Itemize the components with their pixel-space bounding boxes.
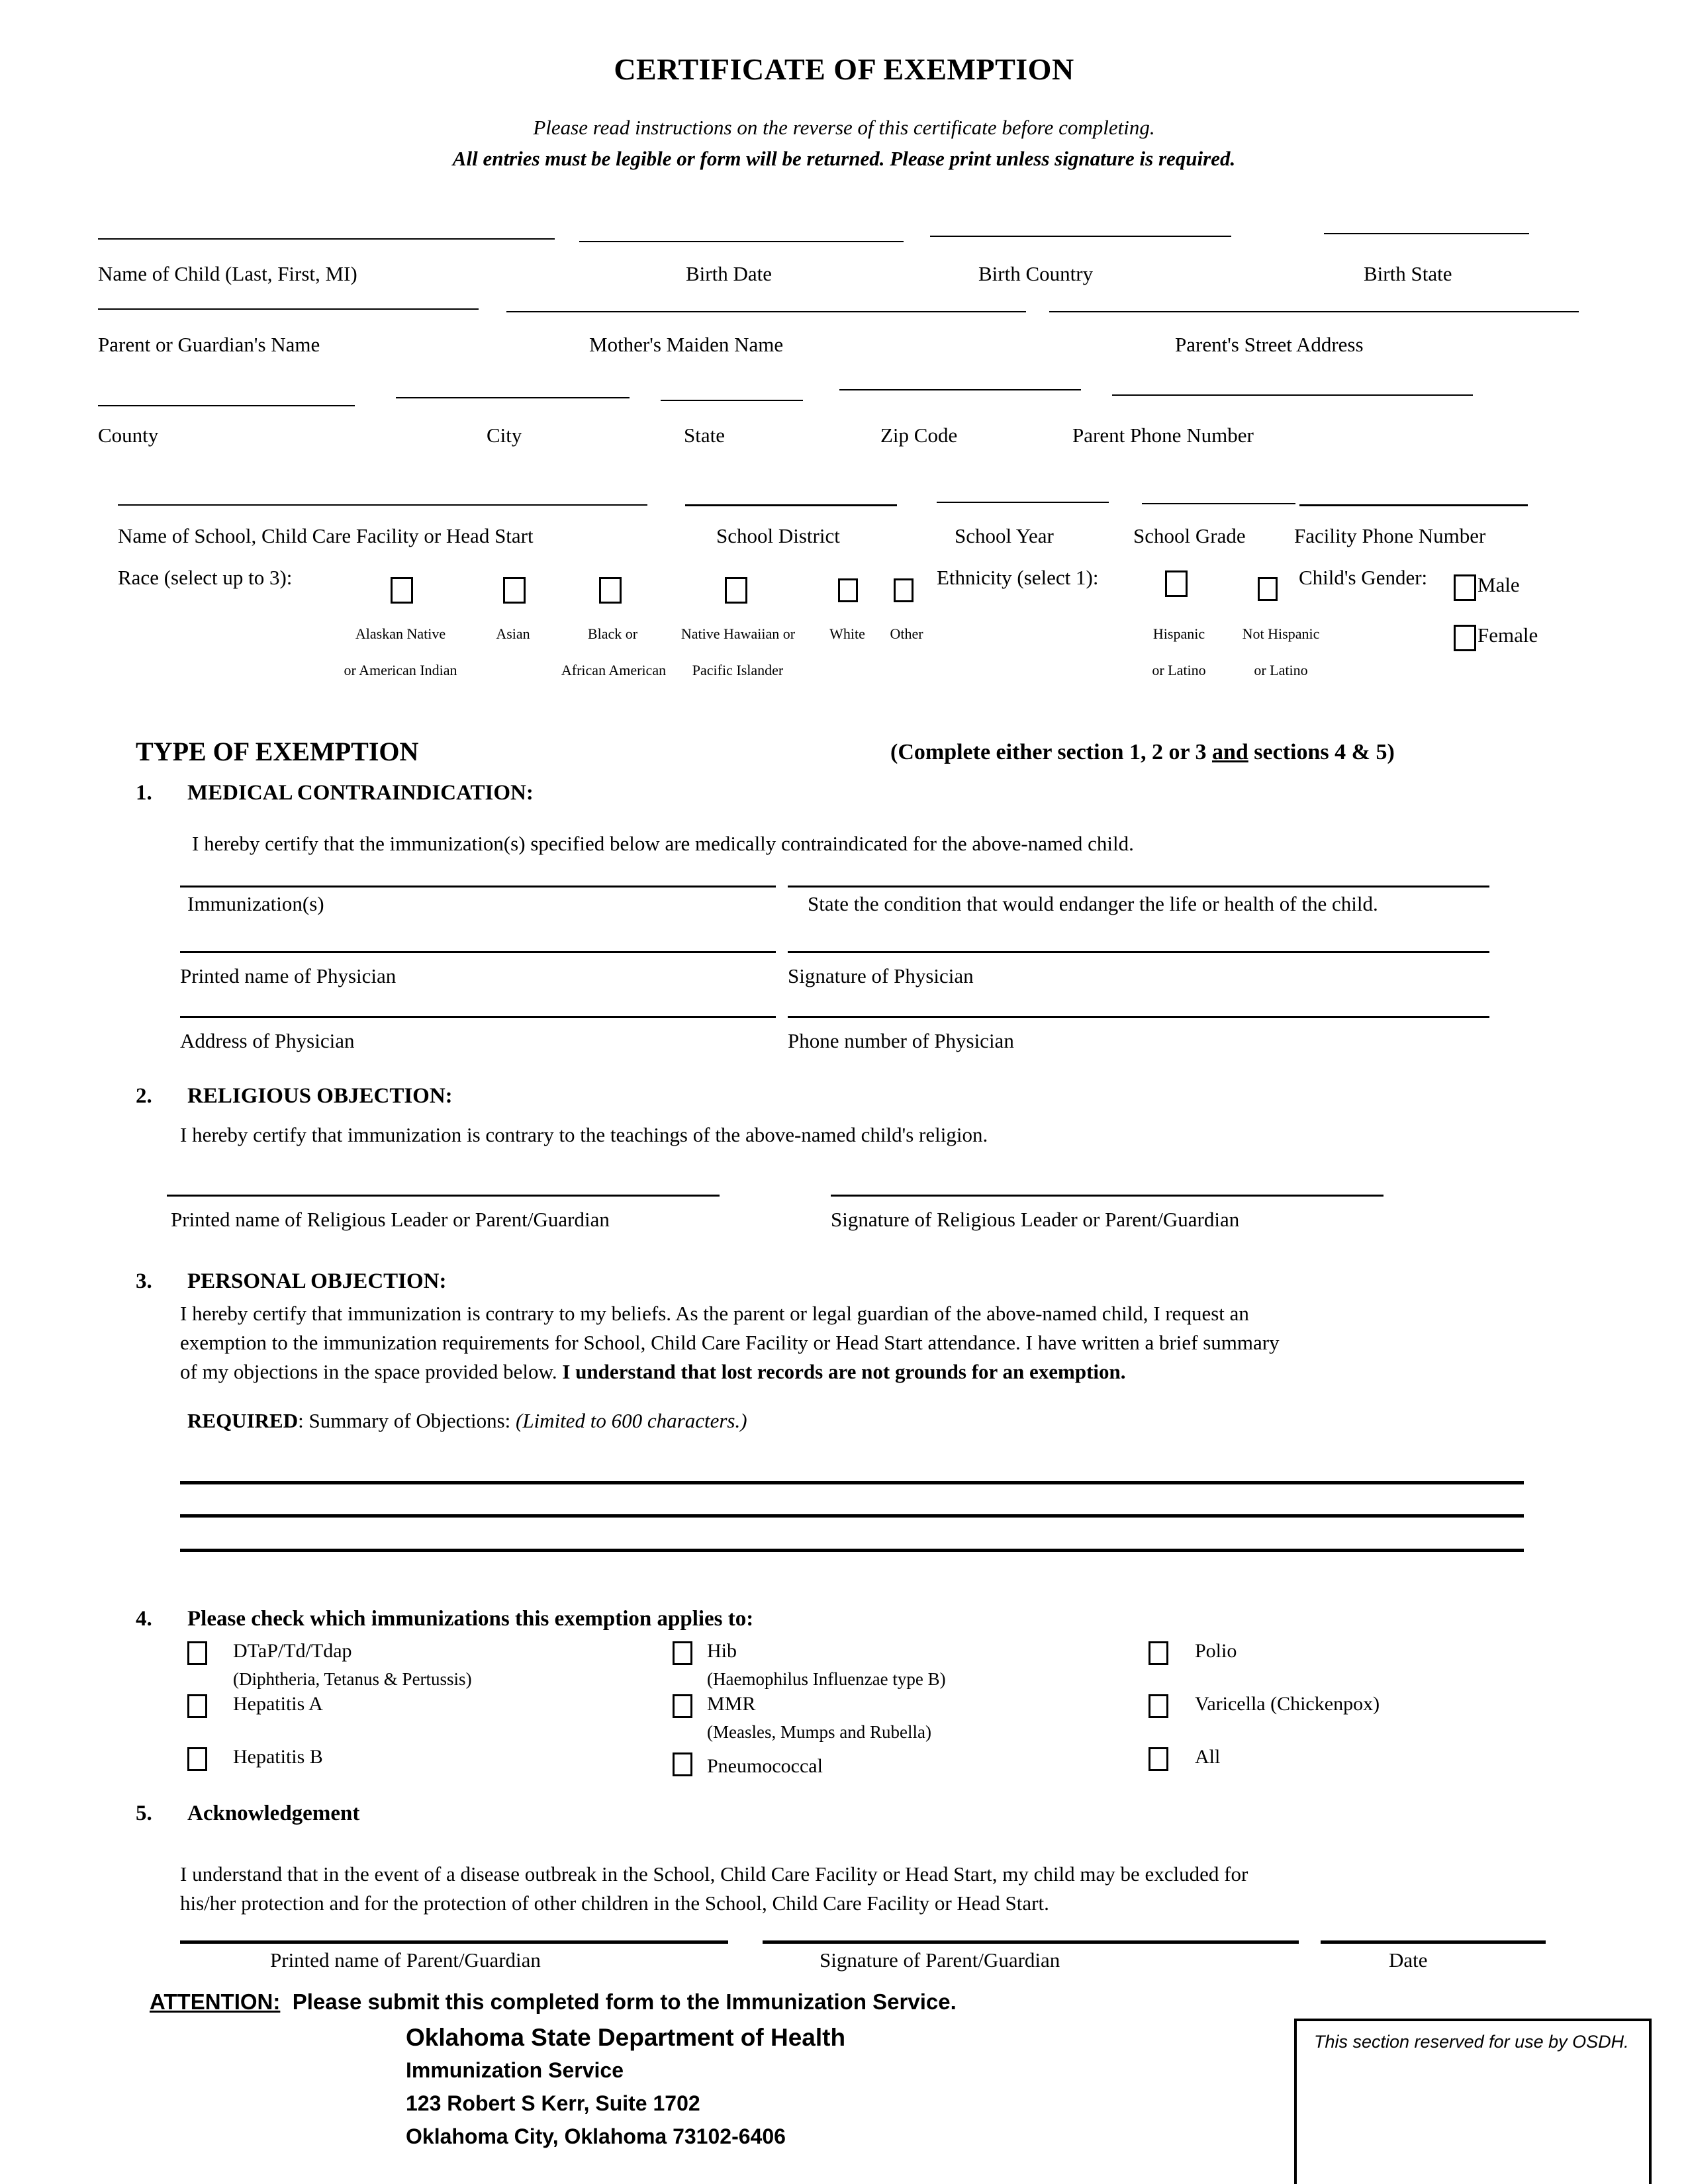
school-year-label: School Year <box>955 524 1054 547</box>
immunizations-label: Immunization(s) <box>187 892 324 915</box>
section-3-paragraph-line-1: I hereby certify that immunization is contrary to my beliefs. As the parent or legal guardian of the above-named child, I request an <box>180 1302 1249 1325</box>
date-input-line[interactable] <box>1321 1940 1546 1944</box>
ethnicity-option-label-hispanic-line2: or Latino <box>1152 662 1206 678</box>
race-option-label-black-line2: African American <box>561 662 667 678</box>
immunization-checkbox-dtap-td-tdap[interactable] <box>187 1641 207 1665</box>
physician-signature-input-line[interactable] <box>788 951 1489 953</box>
physician-printed-name-label: Printed name of Physician <box>180 964 397 987</box>
instructions-line-2: All entries must be legible or form will be returned. Please print unless signature is required. <box>452 147 1236 170</box>
immunization-checkbox-varicella[interactable] <box>1149 1694 1168 1718</box>
school-district-label: School District <box>716 524 840 547</box>
condition-label: State the condition that would endanger the life or health of the child. <box>808 892 1378 915</box>
immunization-sub-mmr: (Measles, Mumps and Rubella) <box>707 1722 931 1742</box>
attention-text: Please submit this completed form to the Immunization Service. <box>292 1989 957 2014</box>
mothers-maiden-name-label: Mother's Maiden Name <box>589 333 784 356</box>
parent-printed-name-input-line[interactable] <box>180 1940 728 1944</box>
immunization-label-polio: Polio <box>1195 1640 1237 1662</box>
parent-street-address-input-line[interactable] <box>1049 311 1579 312</box>
section-1-statement: I hereby certify that the immunization(s) specified below are medically contraindicated for the above-named child. <box>192 832 1134 855</box>
facility-phone-number-input-line[interactable] <box>1299 504 1528 506</box>
section-3-paragraph-line-3 <box>180 1357 1126 1387</box>
gender-label: Child's Gender: <box>1299 566 1428 589</box>
osdh-reserved-note: This section reserved for use by OSDH. <box>1314 2032 1629 2052</box>
race-option-label-black-line1: Black or <box>587 625 638 642</box>
race-label: Race (select up to 3): <box>118 566 293 589</box>
condition-input-line[interactable] <box>788 886 1489 887</box>
immunization-checkbox-all[interactable] <box>1149 1747 1168 1771</box>
section-5-paragraph-line-2: his/her protection and for the protection of other children in the School, Child Care Facility or Head Start. <box>180 1891 1049 1915</box>
county-input-line[interactable] <box>98 405 355 406</box>
section-3-lost-records-emphasis: I understand that lost records are not grounds for an exemption. <box>562 1360 1126 1383</box>
immunization-label-hepatitis-b: Hepatitis B <box>233 1746 323 1768</box>
physician-signature-label: Signature of Physician <box>788 964 974 987</box>
school-district-input-line[interactable] <box>685 504 897 506</box>
immunization-checkbox-hepatitis-b[interactable] <box>187 1747 207 1771</box>
parent-street-address-label: Parent's Street Address <box>1175 333 1364 356</box>
ethnicity-option-label-not-hispanic-line2: or Latino <box>1254 662 1308 678</box>
immunization-label-all: All <box>1195 1746 1221 1768</box>
race-option-label-alaskan-native-line2: or American Indian <box>344 662 457 678</box>
state-label: State <box>684 424 725 447</box>
section-1-title: MEDICAL CONTRAINDICATION: <box>187 781 534 805</box>
race-checkbox-native-hawaiian-or-pacific-islander[interactable] <box>725 577 747 604</box>
immunization-label-dtap-td-tdap: DTaP/Td/Tdap <box>233 1640 352 1662</box>
religious-leader-signature-label: Signature of Religious Leader or Parent/Guardian <box>831 1208 1240 1231</box>
parent-printed-name-label: Printed name of Parent/Guardian <box>270 1948 541 1972</box>
required-label: REQUIRED <box>187 1409 299 1432</box>
parent-phone-number-label: Parent Phone Number <box>1072 424 1254 447</box>
birth-state-input-line[interactable] <box>1324 233 1529 234</box>
section-2-number: 2. <box>136 1084 152 1108</box>
agency-division: Immunization Service <box>406 2058 624 2082</box>
race-checkbox-white[interactable] <box>838 578 858 602</box>
immunization-checkbox-hib[interactable] <box>673 1641 692 1665</box>
physician-printed-name-input-line[interactable] <box>180 951 776 953</box>
summary-of-objections-line-1[interactable] <box>180 1481 1524 1484</box>
exemption-instruction <box>890 740 1395 765</box>
school-name-label: Name of School, Child Care Facility or Head Start <box>118 524 534 547</box>
parent-guardian-name-input-line[interactable] <box>98 308 479 310</box>
school-grade-input-line[interactable] <box>1142 503 1295 504</box>
required-character-limit: (Limited to 600 characters.) <box>516 1409 747 1432</box>
page-title: CERTIFICATE OF EXEMPTION <box>614 52 1074 86</box>
ethnicity-checkbox-hispanic-or-latino[interactable] <box>1165 570 1188 597</box>
exemption-instruction-part-a: (Complete either section 1, 2 or 3 <box>890 740 1212 764</box>
child-name-input-line[interactable] <box>98 238 555 240</box>
section-5-title: Acknowledgement <box>187 1801 360 1825</box>
state-input-line[interactable] <box>661 400 803 401</box>
race-option-label-other: Other <box>890 625 923 642</box>
race-option-label-hawaiian-line2: Pacific Islander <box>692 662 784 678</box>
summary-of-objections-line-2[interactable] <box>180 1514 1524 1518</box>
ethnicity-checkbox-not-hispanic-or-latino[interactable] <box>1258 577 1278 601</box>
section-3-paragraph-line-3-plain: of my objections in the space provided below. <box>180 1360 563 1383</box>
ethnicity-label: Ethnicity (select 1): <box>937 566 1099 589</box>
child-name-label: Name of Child (Last, First, MI) <box>98 262 357 285</box>
immunization-label-varicella: Varicella (Chickenpox) <box>1195 1693 1380 1715</box>
section-1-number: 1. <box>136 781 152 805</box>
race-checkbox-other[interactable] <box>894 578 914 602</box>
exemption-instruction-part-c: sections 4 & 5) <box>1248 740 1395 764</box>
parent-signature-input-line[interactable] <box>763 1940 1299 1944</box>
zip-code-label: Zip Code <box>880 424 958 447</box>
birth-date-label: Birth Date <box>686 262 772 285</box>
immunization-checkbox-polio[interactable] <box>1149 1641 1168 1665</box>
immunization-label-hib: Hib <box>707 1640 737 1662</box>
section-2-statement: I hereby certify that immunization is contrary to the teachings of the above-named child's religion. <box>180 1123 988 1146</box>
zip-code-input-line[interactable] <box>839 389 1081 390</box>
ethnicity-option-label-not-hispanic-line1: Not Hispanic <box>1242 625 1320 642</box>
immunization-label-hepatitis-a: Hepatitis A <box>233 1693 323 1715</box>
agency-name: Oklahoma State Department of Health <box>406 2024 846 2051</box>
race-option-label-white: White <box>829 625 865 642</box>
section-5-number: 5. <box>136 1801 152 1825</box>
race-option-label-alaskan-native-line1: Alaskan Native <box>355 625 446 642</box>
instructions-line-1: Please read instructions on the reverse of this certificate before completing. <box>533 116 1155 139</box>
school-grade-label: School Grade <box>1133 524 1246 547</box>
gender-checkbox-female[interactable] <box>1454 625 1476 651</box>
parent-signature-label: Signature of Parent/Guardian <box>820 1948 1060 1972</box>
section-2-title: RELIGIOUS OBJECTION: <box>187 1084 453 1108</box>
gender-checkbox-male[interactable] <box>1454 574 1476 601</box>
immunization-checkbox-pneumococcal[interactable] <box>673 1752 692 1776</box>
city-input-line[interactable] <box>396 397 630 398</box>
immunization-checkbox-mmr[interactable] <box>673 1694 692 1718</box>
required-rest: : Summary of Objections: <box>298 1409 516 1432</box>
religious-leader-printed-name-input-line[interactable] <box>167 1195 720 1197</box>
attention-label: ATTENTION: <box>150 1989 281 2014</box>
race-checkbox-black-or-african-american[interactable] <box>599 577 622 604</box>
physician-address-label: Address of Physician <box>180 1029 355 1052</box>
required-summary-line <box>187 1406 747 1435</box>
birth-country-input-line[interactable] <box>930 236 1231 237</box>
date-label: Date <box>1389 1948 1428 1972</box>
attention-notice <box>150 1989 957 2015</box>
city-label: City <box>487 424 522 447</box>
physician-phone-input-line[interactable] <box>788 1016 1489 1018</box>
section-3-number: 3. <box>136 1269 152 1293</box>
immunization-sub-hib: (Haemophilus Influenzae type B) <box>707 1669 946 1689</box>
section-5-paragraph-line-1: I understand that in the event of a disease outbreak in the School, Child Care Facility or Head Start, my child may be excluded for <box>180 1862 1248 1886</box>
section-4-title: Please check which immunizations this exemption applies to: <box>187 1607 754 1631</box>
race-option-label-asian: Asian <box>496 625 530 642</box>
ethnicity-option-label-hispanic-line1: Hispanic <box>1152 625 1205 642</box>
birth-country-label: Birth Country <box>978 262 1094 285</box>
birth-state-label: Birth State <box>1364 262 1452 285</box>
gender-option-label-male: Male <box>1477 573 1520 596</box>
physician-phone-label: Phone number of Physician <box>788 1029 1014 1052</box>
immunization-checkbox-hepatitis-a[interactable] <box>187 1694 207 1718</box>
immunizations-input-line[interactable] <box>180 886 776 887</box>
parent-phone-number-input-line[interactable] <box>1112 394 1473 396</box>
facility-phone-number-label: Facility Phone Number <box>1294 524 1486 547</box>
section-4-number: 4. <box>136 1607 152 1631</box>
gender-option-label-female: Female <box>1477 623 1538 647</box>
summary-of-objections-line-3[interactable] <box>180 1549 1524 1552</box>
religious-leader-printed-name-label: Printed name of Religious Leader or Parent/Guardian <box>171 1208 610 1231</box>
birth-date-input-line[interactable] <box>579 241 904 242</box>
race-option-label-hawaiian-line1: Native Hawaiian or <box>680 625 796 642</box>
school-name-input-line[interactable] <box>118 504 647 506</box>
county-label: County <box>98 424 159 447</box>
section-3-paragraph-line-2: exemption to the immunization requirements for School, Child Care Facility or Head Start attendance. I have written a brief summary <box>180 1331 1280 1354</box>
immunization-label-mmr: MMR <box>707 1693 756 1715</box>
mothers-maiden-name-input-line[interactable] <box>506 311 1026 312</box>
immunization-sub-dtap-td-tdap: (Diphtheria, Tetanus & Pertussis) <box>233 1669 472 1689</box>
agency-city-state-zip: Oklahoma City, Oklahoma 73102-6406 <box>406 2124 786 2148</box>
race-checkbox-alaskan-native[interactable] <box>391 577 413 604</box>
religious-leader-signature-input-line[interactable] <box>831 1195 1383 1197</box>
parent-guardian-name-label: Parent or Guardian's Name <box>98 333 320 356</box>
agency-street: 123 Robert S Kerr, Suite 1702 <box>406 2091 700 2115</box>
type-of-exemption-heading: TYPE OF EXEMPTION <box>136 737 419 766</box>
section-3-title: PERSONAL OBJECTION: <box>187 1269 447 1293</box>
immunization-label-pneumococcal: Pneumococcal <box>707 1755 823 1777</box>
race-checkbox-asian[interactable] <box>503 577 526 604</box>
school-year-input-line[interactable] <box>937 502 1109 503</box>
exemption-instruction-and: and <box>1211 740 1248 764</box>
physician-address-input-line[interactable] <box>180 1016 776 1018</box>
